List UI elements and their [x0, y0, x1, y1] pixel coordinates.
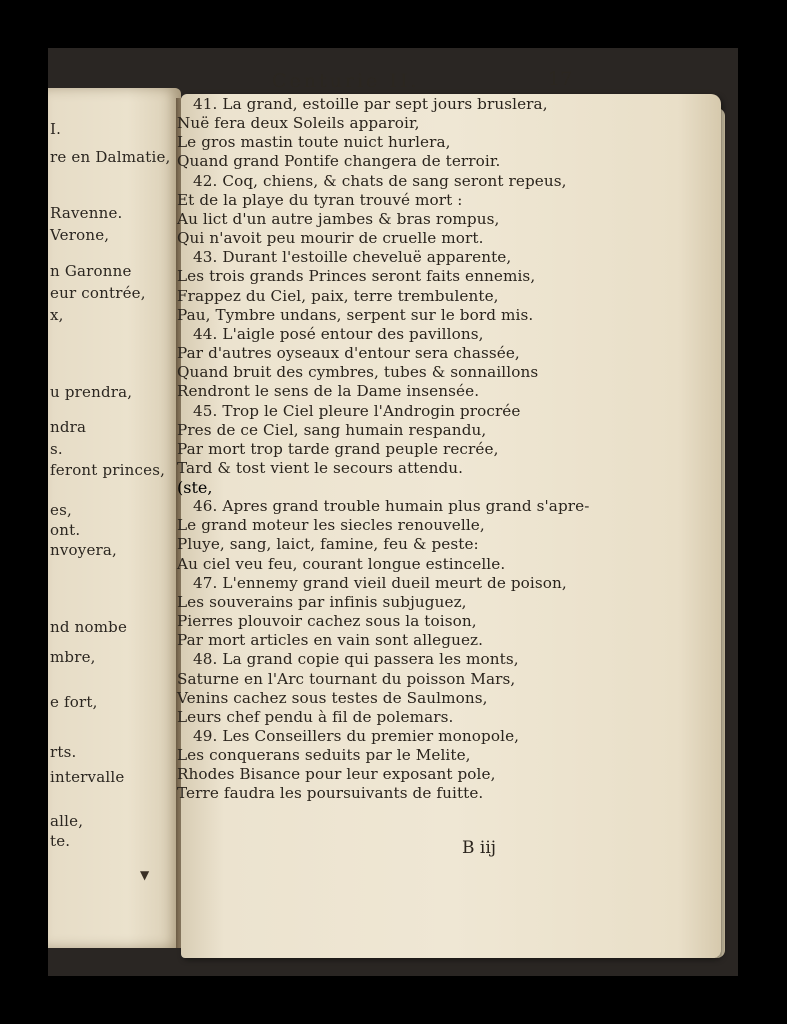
- left-page-fragment: nvoyera,: [50, 541, 117, 559]
- verse-line: Les conquerans seduits par le Melite,: [177, 746, 471, 765]
- verse-line: Les souverains par infinis subjuguez,: [177, 592, 467, 611]
- verse-line: Par d'autres oyseaux d'entour sera chassée,: [177, 344, 520, 363]
- verse-line: 49. Les Conseillers du premier monopole,: [193, 727, 520, 745]
- verse-line: Au ciel veu feu, courant longue estincelle.: [177, 554, 506, 573]
- left-page-fragment: ont.: [50, 521, 81, 539]
- left-page-fragment: es,: [50, 501, 72, 519]
- verse-line: Saturne en l'Arc tournant du poisson Mars,: [177, 669, 516, 688]
- left-page-fragment: re en Dalmatie,: [50, 148, 171, 166]
- margin-note: (ste,: [177, 478, 213, 498]
- verse-line: 46. Apres grand trouble humain plus grand s'apre-: [193, 497, 590, 516]
- verse-line: Pau, Tymbre undans, serpent sur le bord mis.: [177, 305, 534, 324]
- left-page-fragment: s.: [50, 440, 63, 458]
- left-page-fragment: u prendra,: [50, 383, 133, 401]
- left-page-fragment: x,: [50, 306, 64, 324]
- left-page-fragment: feront princes,: [50, 461, 166, 479]
- verse-line: 43. Durant l'estoille cheveluë apparente,: [193, 248, 512, 267]
- verse-line: Quand grand Pontife changera de terroir.: [177, 152, 501, 171]
- left-page: [48, 88, 181, 948]
- verse-line: Pres de ce Ciel, sang humain respandu,: [177, 420, 487, 439]
- verse-line: Le grand moteur les siecles renouvelle,: [177, 516, 485, 535]
- verse-line: Rhodes Bisance pour leur exposant pole,: [177, 765, 496, 784]
- verse-line: Venins cachez sous testes de Saulmons,: [177, 688, 488, 707]
- left-page-fragment: intervalle: [50, 768, 125, 786]
- verse-line: Rendront le sens de la Dame insensée.: [177, 382, 480, 401]
- verse-line: Pierres plouvoir cachez sous la toison,: [177, 612, 477, 631]
- verse-line: Quand bruit des cymbres, tubes & sonnaillons: [177, 363, 539, 382]
- verse-line: Par mort trop tarde grand peuple recrée,: [177, 439, 499, 458]
- signature-mark: B iij: [462, 838, 497, 858]
- verse-line: 48. La grand copie qui passera les monts,: [193, 650, 519, 669]
- left-page-fragment: nd nombe: [50, 618, 128, 636]
- left-page-fragment: Ravenne.: [50, 204, 123, 222]
- verse-line: Qui n'avoit peu mourir de cruelle mort.: [177, 229, 484, 248]
- left-page-fragment: ndra: [50, 418, 87, 436]
- verse-line: Au lict d'un autre jambes & bras rompus,: [177, 209, 500, 228]
- page-title: Centurie II.: [272, 70, 420, 92]
- left-page-fragment: mbre,: [50, 648, 96, 666]
- verse-line: Leurs chef pendu à fil de polemars.: [177, 707, 454, 726]
- verse-line: Tard & tost vient le secours attendu.: [177, 458, 464, 477]
- page-number: 17: [548, 68, 573, 90]
- left-page-fragment: n Garonne: [50, 262, 132, 280]
- verse-line: 47. L'ennemy grand vieil dueil meurt de poison,: [193, 573, 567, 592]
- left-page-fragment: alle,: [50, 812, 84, 830]
- left-page-fragment: e fort,: [50, 693, 98, 711]
- verse-line: Le gros mastin toute nuict hurlera,: [177, 133, 451, 152]
- verse-line: Terre faudra les poursuivants de fuitte.: [177, 784, 484, 803]
- verse-line: Par mort articles en vain sont alleguez.: [177, 631, 484, 650]
- verse-line: 45. Trop le Ciel pleure l'Androgin procrée: [193, 401, 521, 420]
- verse-line: Les trois grands Princes seront faits ennemis,: [177, 267, 536, 286]
- verse-line: Et de la playe du tyran trouvé mort :: [177, 190, 463, 209]
- verse-line: 42. Coq, chiens, & chats de sang seront repeus,: [193, 171, 567, 190]
- left-page-fragment: eur contrée,: [50, 284, 146, 302]
- left-page-fragment: rts.: [50, 743, 77, 761]
- left-page-fragment: I.: [50, 120, 62, 138]
- ornament-icon: ▼: [140, 868, 150, 882]
- verse-line: Nuë fera deux Soleils apparoir,: [177, 114, 420, 133]
- left-page-fragment: te.: [50, 832, 71, 850]
- verse-block: [177, 95, 617, 804]
- verse-line: 41. La grand, estoille par sept jours bruslera,: [193, 95, 548, 113]
- verse-line: 44. L'aigle posé entour des pavillons,: [193, 324, 484, 343]
- verse-line: Pluye, sang, laict, famine, feu & peste:: [177, 535, 479, 554]
- left-page-fragment: Verone,: [50, 226, 110, 244]
- verse-line: Frappez du Ciel, paix, terre trembulente,: [177, 286, 499, 305]
